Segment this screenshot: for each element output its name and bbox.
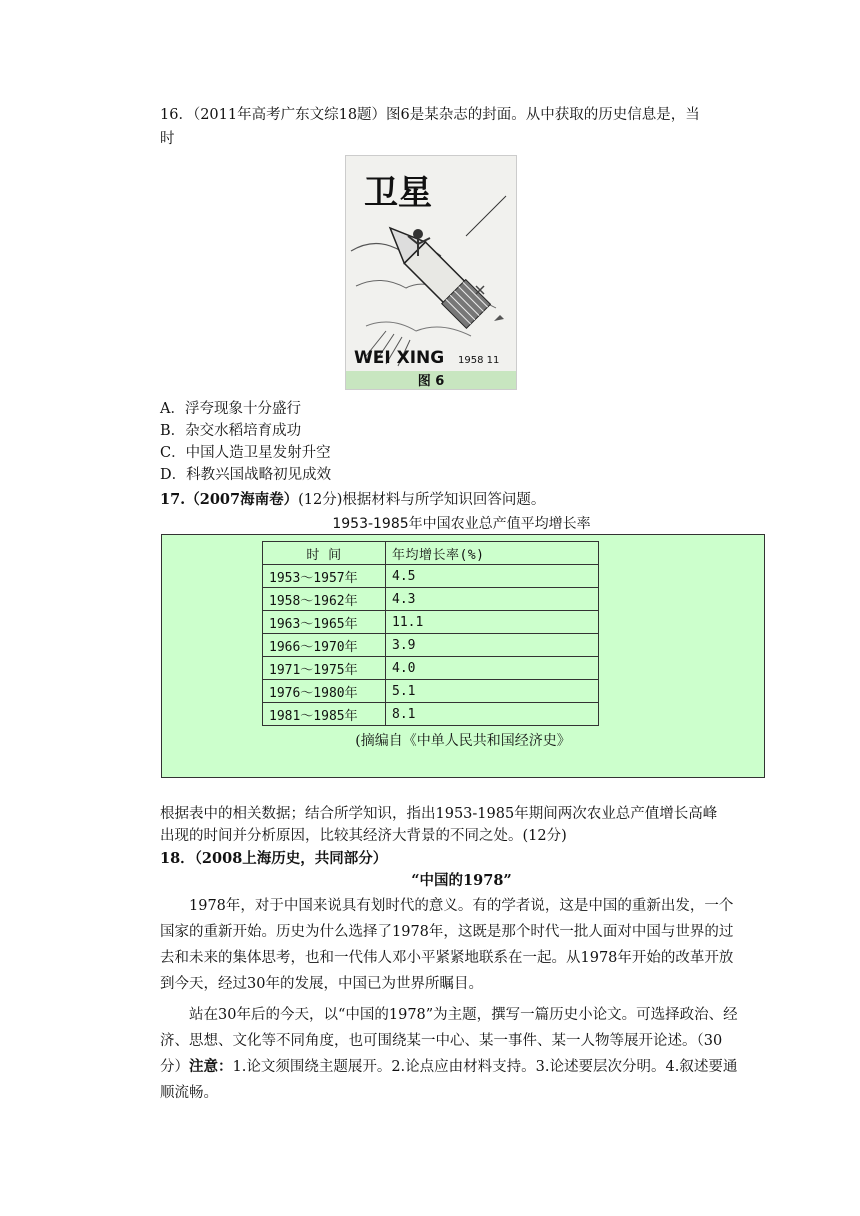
note-text: 1.论文须围绕主题展开。2.论点应由材料支持。3.论述要层次分明。4.叙述要通顺流畅。 (160, 1059, 738, 1101)
table-title: 1953-1985年中国农业总产值平均增长率 (332, 516, 591, 532)
q17-heading (160, 489, 545, 511)
cell-period: 1958～1962年 (263, 588, 386, 611)
q17-instruction: (12分)根据材料与所学知识回答问题。 (298, 492, 546, 508)
cell-period: 1976～1980年 (263, 680, 386, 703)
q17-question-line1: 根据表中的相关数据；结合所学知识，指出1953-1985年期间两次农业总产值增长高峰 (160, 806, 718, 822)
q16-stem-line2: 时 (160, 131, 175, 147)
option-b: B．杂交水稻培育成功 (160, 423, 302, 439)
q18-paragraph-1: 1978年，对于中国来说具有划时代的意义。有的学者说，这是中国的重新出发，一个国家的重新开始。历史为什么选择了1978年，这既是那个时代一批人面对中国与世界的过去和未来的集体思考，也和一代伟人邓小平紧紧地联系在一起。从1978年开始的改革开放到今天，经过30年的发展，中国已为世界所瞩目。 (160, 898, 734, 992)
essay-title: “中国的1978” (411, 872, 512, 889)
table-row (263, 611, 599, 634)
note-label: 注意： (189, 1058, 233, 1075)
option-a: A．浮夸现象十分盛行 (160, 401, 301, 417)
magazine-cover-image (345, 155, 517, 390)
table-row (263, 680, 599, 703)
cell-rate: 4.0 (386, 657, 599, 680)
table-row (263, 588, 599, 611)
growth-rate-table (262, 541, 599, 726)
table-row (263, 657, 599, 680)
cell-period: 1971～1975年 (263, 657, 386, 680)
option-d: D．科教兴国战略初见成效 (160, 467, 332, 483)
q16-stem-line1: 16．（2011年高考广东文综18题）图6是某杂志的封面。从中获取的历史信息是，当 (160, 107, 700, 123)
table-source: (摘编自《中单人民共和国经济史》 (355, 733, 571, 749)
cover-title-text: 卫星 (364, 173, 432, 213)
cell-rate: 11.1 (386, 611, 599, 634)
q17-question-line2: 出现的时间并分析原因，比较其经济大背景的不同之处。(12分) (160, 828, 567, 844)
cover-date: 1958 11 (458, 355, 500, 366)
table-header-row (263, 542, 599, 565)
table-row (263, 565, 599, 588)
cell-period: 1953～1957年 (263, 565, 386, 588)
option-c: C．中国人造卫星发射升空 (160, 445, 331, 461)
q18-heading: 18．（2008上海历史，共同部分） (160, 850, 388, 867)
header-growth-rate: 年均增长率(%) (386, 542, 599, 565)
cell-period: 1981～1985年 (263, 703, 386, 726)
q18-paragraph-2: 站在30年后的今天，以“中国的1978”为主题，撰写一篇历史小论文。可选择政治、经济、思想、文化等不同角度，也可围绕某一中心、某一事件、某一人物等展开论述。（30分） (160, 1007, 738, 1075)
q18-note (160, 1054, 740, 1106)
cell-period: 1966～1970年 (263, 634, 386, 657)
cell-rate: 8.1 (386, 703, 599, 726)
q17-source-label: 17.（2007海南卷） (160, 491, 299, 508)
cell-rate: 3.9 (386, 634, 599, 657)
header-period: 时 间 (263, 542, 386, 565)
table-row (263, 703, 599, 726)
cell-rate: 4.5 (386, 565, 599, 588)
material-box (161, 534, 765, 778)
cell-rate: 5.1 (386, 680, 599, 703)
table-row (263, 634, 599, 657)
cell-rate: 4.3 (386, 588, 599, 611)
cover-pinyin: WEI XING (354, 348, 445, 368)
cell-period: 1963～1965年 (263, 611, 386, 634)
figure-caption: 图 6 (417, 374, 445, 389)
